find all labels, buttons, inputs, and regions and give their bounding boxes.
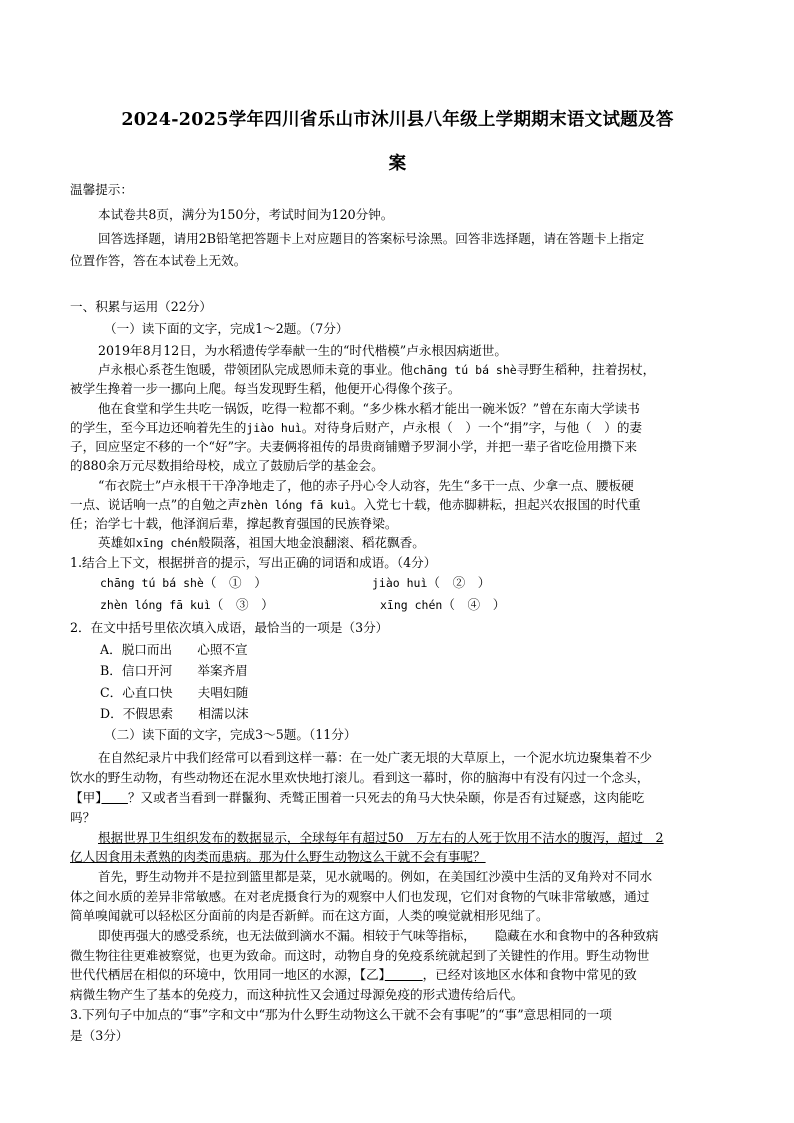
passage-line: 一点、说话响一点”的自勉之声zhèn lóng fā kuì。入党七十载，他赤脚耕耘，担起兴农报国的时代重 <box>70 497 641 512</box>
passage2-line: 病微生物产生了基本的免疫力，而这种抗性又会通过母源免疫的形式遗传给后代。 <box>70 987 524 1002</box>
passage2-line: 【甲】 ？又或者当看到一群鬣狗、秃鹫正围着一只死去的角马大快朵颐，你是否有过疑惑，这肉能吃 <box>70 790 645 805</box>
question-2-option: B．信口开河 举案齐眉 <box>100 663 248 678</box>
passage-line: 的学生，至今耳边还响着先生的jiào huì。对待身后财产，卢永根（ ）一个“捐”字，与他（ ）的妻 <box>70 420 643 435</box>
question-1-stem: 1.结合上下文，根据拼音的提示，写出正确的词语和成语。（4分） <box>70 555 437 570</box>
question-3-stem: 3.下列句子中加点的“事”字和文中“那为什么野生动物这么干就不会有事呢”的“事”意思相同的一项 <box>70 1007 612 1022</box>
tips-paragraph-1: 本试卷共8页，满分为150分，考试时间为120分钟。 <box>98 207 394 222</box>
passage-line: 任；治学七十载，他泽润后辈，撑起教育强国的民族脊梁。 <box>70 516 398 531</box>
passage-line: 英雄如xīng chén般陨落，祖国大地金浪翻滚、稻花飘香。 <box>98 535 425 550</box>
passage-line: 子，回应坚定不移的一个“好”字。夫妻俩将祖传的昂贵商铺赠予罗洞小学，并把一辈子省吃俭用攒下来 <box>70 439 638 454</box>
passage-line: 2019年8月12日，为水稻遗传学奉献一生的“时代楷模”卢永根因病逝世。 <box>98 343 507 358</box>
passage2-line: 世代代栖居在相似的环境中，饮用同一地区的水源，【乙】 ，已经对该地区水体和食物中常见的致 <box>70 967 637 982</box>
question-3-stem: 是（3分） <box>70 1028 129 1043</box>
passage-line: 被学生搀着一步一挪向上爬。每当发现野生稻，他便开心得像个孩子。 <box>70 381 461 396</box>
passage2-line: 即使再强大的感受系统，也无法做到滴水不漏。相较于气味等指标， 隐藏在水和食物中的各种致病 <box>98 928 659 943</box>
question-1-item: xīng chén（ ④ ） <box>380 597 506 612</box>
question-1-item: zhèn lóng fā kuì（ ③ ） <box>100 597 274 612</box>
passage-line: “布衣院士”卢永根干干净净地走了，他的赤子丹心令人动容，先生“多干一点、少拿一点、腰板硬 <box>98 478 634 493</box>
question-1-item: chāng tú bá shè（ ① ） <box>100 575 267 590</box>
question-1-item: jiào huì（ ② ） <box>372 575 491 590</box>
passage2-line: 简单嗅闻就可以轻松区分面前的肉是否新鲜。而在这方面，人类的嗅觉就相形见绌了。 <box>70 908 549 923</box>
passage2-line: 微生物往往更难被察觉，也更为致命。而这时，动物自身的免疫系统就起到了关键性的作用。野生动物世 <box>70 948 650 963</box>
exam-title-line2: 案 <box>388 154 407 174</box>
exam-title-line1: 2024-2025学年四川省乐山市沐川县八年级上学期期末语文试题及答 <box>121 110 674 130</box>
tips-heading: 温馨提示： <box>70 182 133 197</box>
passage-line: 他在食堂和学生共吃一锅饭，吃得一粒都不剩。“多少株水稻才能出一碗米饭？”曾在东南大学读书 <box>98 401 640 416</box>
passage-line: 的880余万元尽数捐给母校，成立了鼓励后学的基金会。 <box>70 458 384 473</box>
passage2-line: 亿人因食用未煮熟的肉类而患病。那为什么野生动物这么干就不会有事呢？ <box>70 849 486 864</box>
question-2-option: C．心直口快 夫唱妇随 <box>100 685 249 700</box>
question-2-stem: 2．在文中括号里依次填入成语，最恰当的一项是（3分） <box>70 620 389 635</box>
part1-heading: （一）读下面的文字，完成1～2题。（7分） <box>104 321 349 336</box>
tips-paragraph-2a: 回答选择题，请用2B铅笔把答题卡上对应题目的答案标号涂黑。回答非选择题，请在答题卡上指定 <box>98 231 645 246</box>
question-2-option: D．不假思索 相濡以沫 <box>100 706 249 721</box>
passage2-line: 吗？ <box>70 810 96 825</box>
question-2-option: A．脱口而出 心照不宣 <box>100 642 248 657</box>
part2-heading: （二）读下面的文字，完成3～5题。（11分） <box>104 727 357 742</box>
passage-line: 卢永根心系苍生饱暖，带领团队完成恩师未竟的事业。他chāng tú bá shè寻野生稻种，拄着拐杖， <box>98 362 656 377</box>
passage2-line: 体之间水质的差异非常敏感。在对老虎摄食行为的观察中人们也发现，它们对食物的气味非常敏感，通过 <box>70 889 650 904</box>
tips-paragraph-2b: 位置作答，答在本试卷上无效。 <box>70 253 247 268</box>
section-heading: 一、积累与运用（22分） <box>70 299 212 314</box>
passage2-line: 根据世界卫生组织发布的数据显示，全球每年有超过50 万左右的人死于饮用不洁水的腹泻，超过 2 <box>98 830 664 845</box>
passage2-line: 饮水的野生动物，有些动物还在泥水里欢快地打滚儿。看到这一幕时，你的脑海中有没有闪过一个念头， <box>70 770 650 785</box>
passage2-line: 首先，野生动物并不是拉到篮里都是菜，见水就喝的。例如，在美国红沙漠中生活的叉角羚对不同水 <box>98 869 653 884</box>
passage2-line: 在自然纪录片中我们经常可以看到这样一幕：在一处广袤无垠的大草原上，一个泥水坑边聚集着不少 <box>98 750 653 765</box>
